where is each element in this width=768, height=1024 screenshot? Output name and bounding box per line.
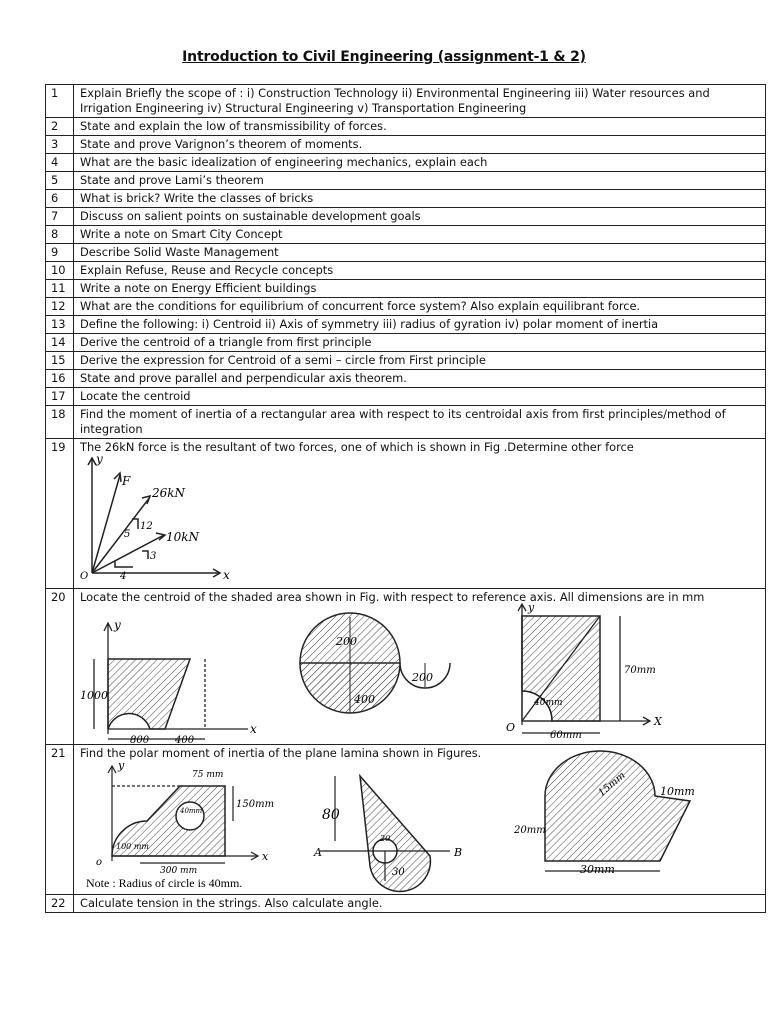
x-axis-label: x [262, 850, 269, 863]
question-cell [74, 280, 766, 298]
question-row [46, 745, 766, 895]
question-row [46, 352, 766, 370]
question-text: Explain Briefly the scope of : i) Construction Technology ii) Environmental Engineering iii) Water resources and Irrigation Engineering iv) Structural Engineering v) Transportation Engineering [80, 86, 710, 115]
question-cell [74, 244, 766, 262]
question-number: 12 [46, 298, 74, 316]
question-text: State and prove parallel and perpendicular axis theorem. [80, 371, 407, 385]
question-cell [74, 334, 766, 352]
height-label: 70mm [624, 665, 656, 676]
base2-label: 400 [175, 735, 195, 746]
bottom-label: 300 mm [160, 866, 198, 876]
question-number: 17 [46, 388, 74, 406]
height-label: 20mm [514, 825, 546, 836]
question-row [46, 439, 766, 589]
question-number: 18 [46, 406, 74, 439]
question-number: 1 [46, 85, 74, 118]
question-cell [74, 118, 766, 136]
inertia-figure-c [510, 761, 720, 893]
x-axis-label: x [250, 722, 257, 736]
question-cell [74, 190, 766, 208]
height-label: 1000 [80, 689, 108, 702]
centroid-figure-b [290, 605, 460, 735]
top-label: 10mm [660, 785, 695, 798]
figure-21 [80, 761, 761, 893]
question-number: 10 [46, 262, 74, 280]
radius-label: 100 mm [116, 842, 149, 851]
question-cell [74, 895, 766, 913]
question-cell [74, 298, 766, 316]
question-text: Explain Refuse, Reuse and Recycle concepts [80, 263, 334, 277]
y-axis-label: y [114, 618, 121, 632]
force-diagram [80, 452, 280, 587]
width-label: 60mm [550, 730, 582, 741]
question-cell [74, 370, 766, 388]
question-row [46, 136, 766, 154]
circle-label: 40mm [180, 807, 203, 815]
question-number: 4 [46, 154, 74, 172]
question-text: Discuss on salient points on sustainable development goals [80, 209, 421, 223]
question-row [46, 190, 766, 208]
question-text: Calculate tension in the strings. Also calculate angle. [80, 896, 383, 910]
question-cell [74, 589, 766, 745]
slope-5-label: 5 [124, 529, 131, 540]
question-text: Write a note on Smart City Concept [80, 227, 283, 241]
radius1-label: 200 [336, 635, 357, 648]
question-row [46, 316, 766, 334]
question-cell [74, 226, 766, 244]
question-number: 8 [46, 226, 74, 244]
question-row [46, 208, 766, 226]
question-cell [74, 85, 766, 118]
point-a-label: A [314, 846, 322, 859]
question-text: State and prove Lami’s theorem [80, 173, 264, 187]
question-number: 16 [46, 370, 74, 388]
radius2-label: 200 [412, 671, 433, 684]
question-text: Write a note on Energy Efficient buildings [80, 281, 317, 295]
question-number: 15 [46, 352, 74, 370]
x-axis-label: x [223, 568, 230, 582]
question-number: 11 [46, 280, 74, 298]
centroid-figure-a [80, 609, 280, 746]
y-axis-label: y [528, 601, 535, 614]
question-number: 6 [46, 190, 74, 208]
radius3-label: 400 [354, 693, 375, 706]
question-row [46, 370, 766, 388]
question-number: 20 [46, 589, 74, 745]
bottom-label: 30 [392, 867, 405, 878]
arc-label: 15mm [596, 770, 628, 799]
question-number: 19 [46, 439, 74, 589]
question-row [46, 388, 766, 406]
point-b-label: B [454, 846, 463, 859]
question-number: 14 [46, 334, 74, 352]
question-number: 9 [46, 244, 74, 262]
question-text: Find the moment of inertia of a rectangular area with respect to its centroidal axis from first principles/method of integration [80, 407, 726, 436]
question-text: What are the basic idealization of engineering mechanics, explain each [80, 155, 488, 169]
question-text: State and explain the low of transmissibility of forces. [80, 119, 387, 133]
inertia-figure-b [310, 761, 470, 893]
question-row [46, 262, 766, 280]
question-text: The 26kN force is the resultant of two forces, one of which is shown in Fig .Determine other force [80, 440, 634, 454]
question-number: 2 [46, 118, 74, 136]
question-text: Locate the centroid [80, 389, 191, 403]
question-number: 21 [46, 745, 74, 895]
slope-3-label: 3 [150, 551, 157, 562]
question-text: Locate the centroid of the shaded area shown in Fig. with respect to reference axis. All dimensions are in mm [80, 590, 705, 604]
question-row [46, 154, 766, 172]
top-label: 75 mm [192, 770, 224, 780]
question-text: Find the polar moment of inertia of the plane lamina shown in Figures. [80, 746, 482, 760]
origin-label: O [80, 571, 89, 582]
question-row [46, 244, 766, 262]
question-row [46, 226, 766, 244]
question-cell [74, 172, 766, 190]
question-text: Derive the expression for Centroid of a semi – circle from First principle [80, 353, 486, 367]
slope-12-label: 12 [140, 521, 153, 532]
question-row [46, 298, 766, 316]
force-10-label: 10kN [166, 530, 200, 544]
question-number: 3 [46, 136, 74, 154]
figure-19 [80, 452, 761, 587]
question-cell [74, 154, 766, 172]
circle-label: 20 [380, 834, 391, 843]
question-text: Define the following: i) Centroid ii) Axis of symmetry iii) radius of gyration iv) polar moment of inertia [80, 317, 659, 331]
slope-4-label: 4 [120, 571, 127, 582]
questions-table [45, 84, 766, 913]
x-axis-label: X [654, 715, 662, 728]
question-row [46, 85, 766, 118]
question-text: Derive the centroid of a triangle from first principle [80, 335, 372, 349]
question-number: 7 [46, 208, 74, 226]
right-label: 150mm [236, 799, 275, 810]
question-cell [74, 406, 766, 439]
question-row [46, 118, 766, 136]
question-text: What are the conditions for equilibrium of concurrent force system? Also explain equilibrant force. [80, 299, 641, 313]
question-row [46, 280, 766, 298]
centroid-figure-c [500, 601, 680, 739]
question-row [46, 589, 766, 745]
force-26-label: 26kN [152, 486, 186, 500]
force-f-label: F [122, 474, 131, 488]
question-cell [74, 439, 766, 589]
question-cell [74, 352, 766, 370]
figure-20 [80, 601, 761, 746]
question-cell [74, 136, 766, 154]
question-number: 13 [46, 316, 74, 334]
question-cell [74, 208, 766, 226]
question-row [46, 334, 766, 352]
y-axis-label: y [96, 452, 103, 466]
y-axis-label: y [118, 759, 125, 772]
question-number: 22 [46, 895, 74, 913]
origin-label: O [506, 721, 516, 734]
note-label: Note : Radius of circle is 40mm. [86, 876, 243, 890]
question-row [46, 895, 766, 913]
question-cell [74, 262, 766, 280]
question-text: What is brick? Write the classes of bricks [80, 191, 314, 205]
origin-label: o [96, 857, 103, 868]
base1-label: 800 [130, 735, 150, 746]
question-row [46, 406, 766, 439]
question-cell [74, 745, 766, 895]
bottom-label: 30mm [580, 863, 615, 876]
inertia-figure-a [80, 761, 310, 893]
question-text: State and prove Varignon’s theorem of moments. [80, 137, 363, 151]
question-text: Describe Solid Waste Management [80, 245, 279, 259]
question-number: 5 [46, 172, 74, 190]
radius-label: 40mm [534, 698, 563, 708]
height-label: 80 [322, 807, 340, 823]
question-row [46, 172, 766, 190]
question-cell [74, 388, 766, 406]
question-cell [74, 316, 766, 334]
page-title: Introduction to Civil Engineering (assignment-1 & 2) [182, 49, 586, 65]
